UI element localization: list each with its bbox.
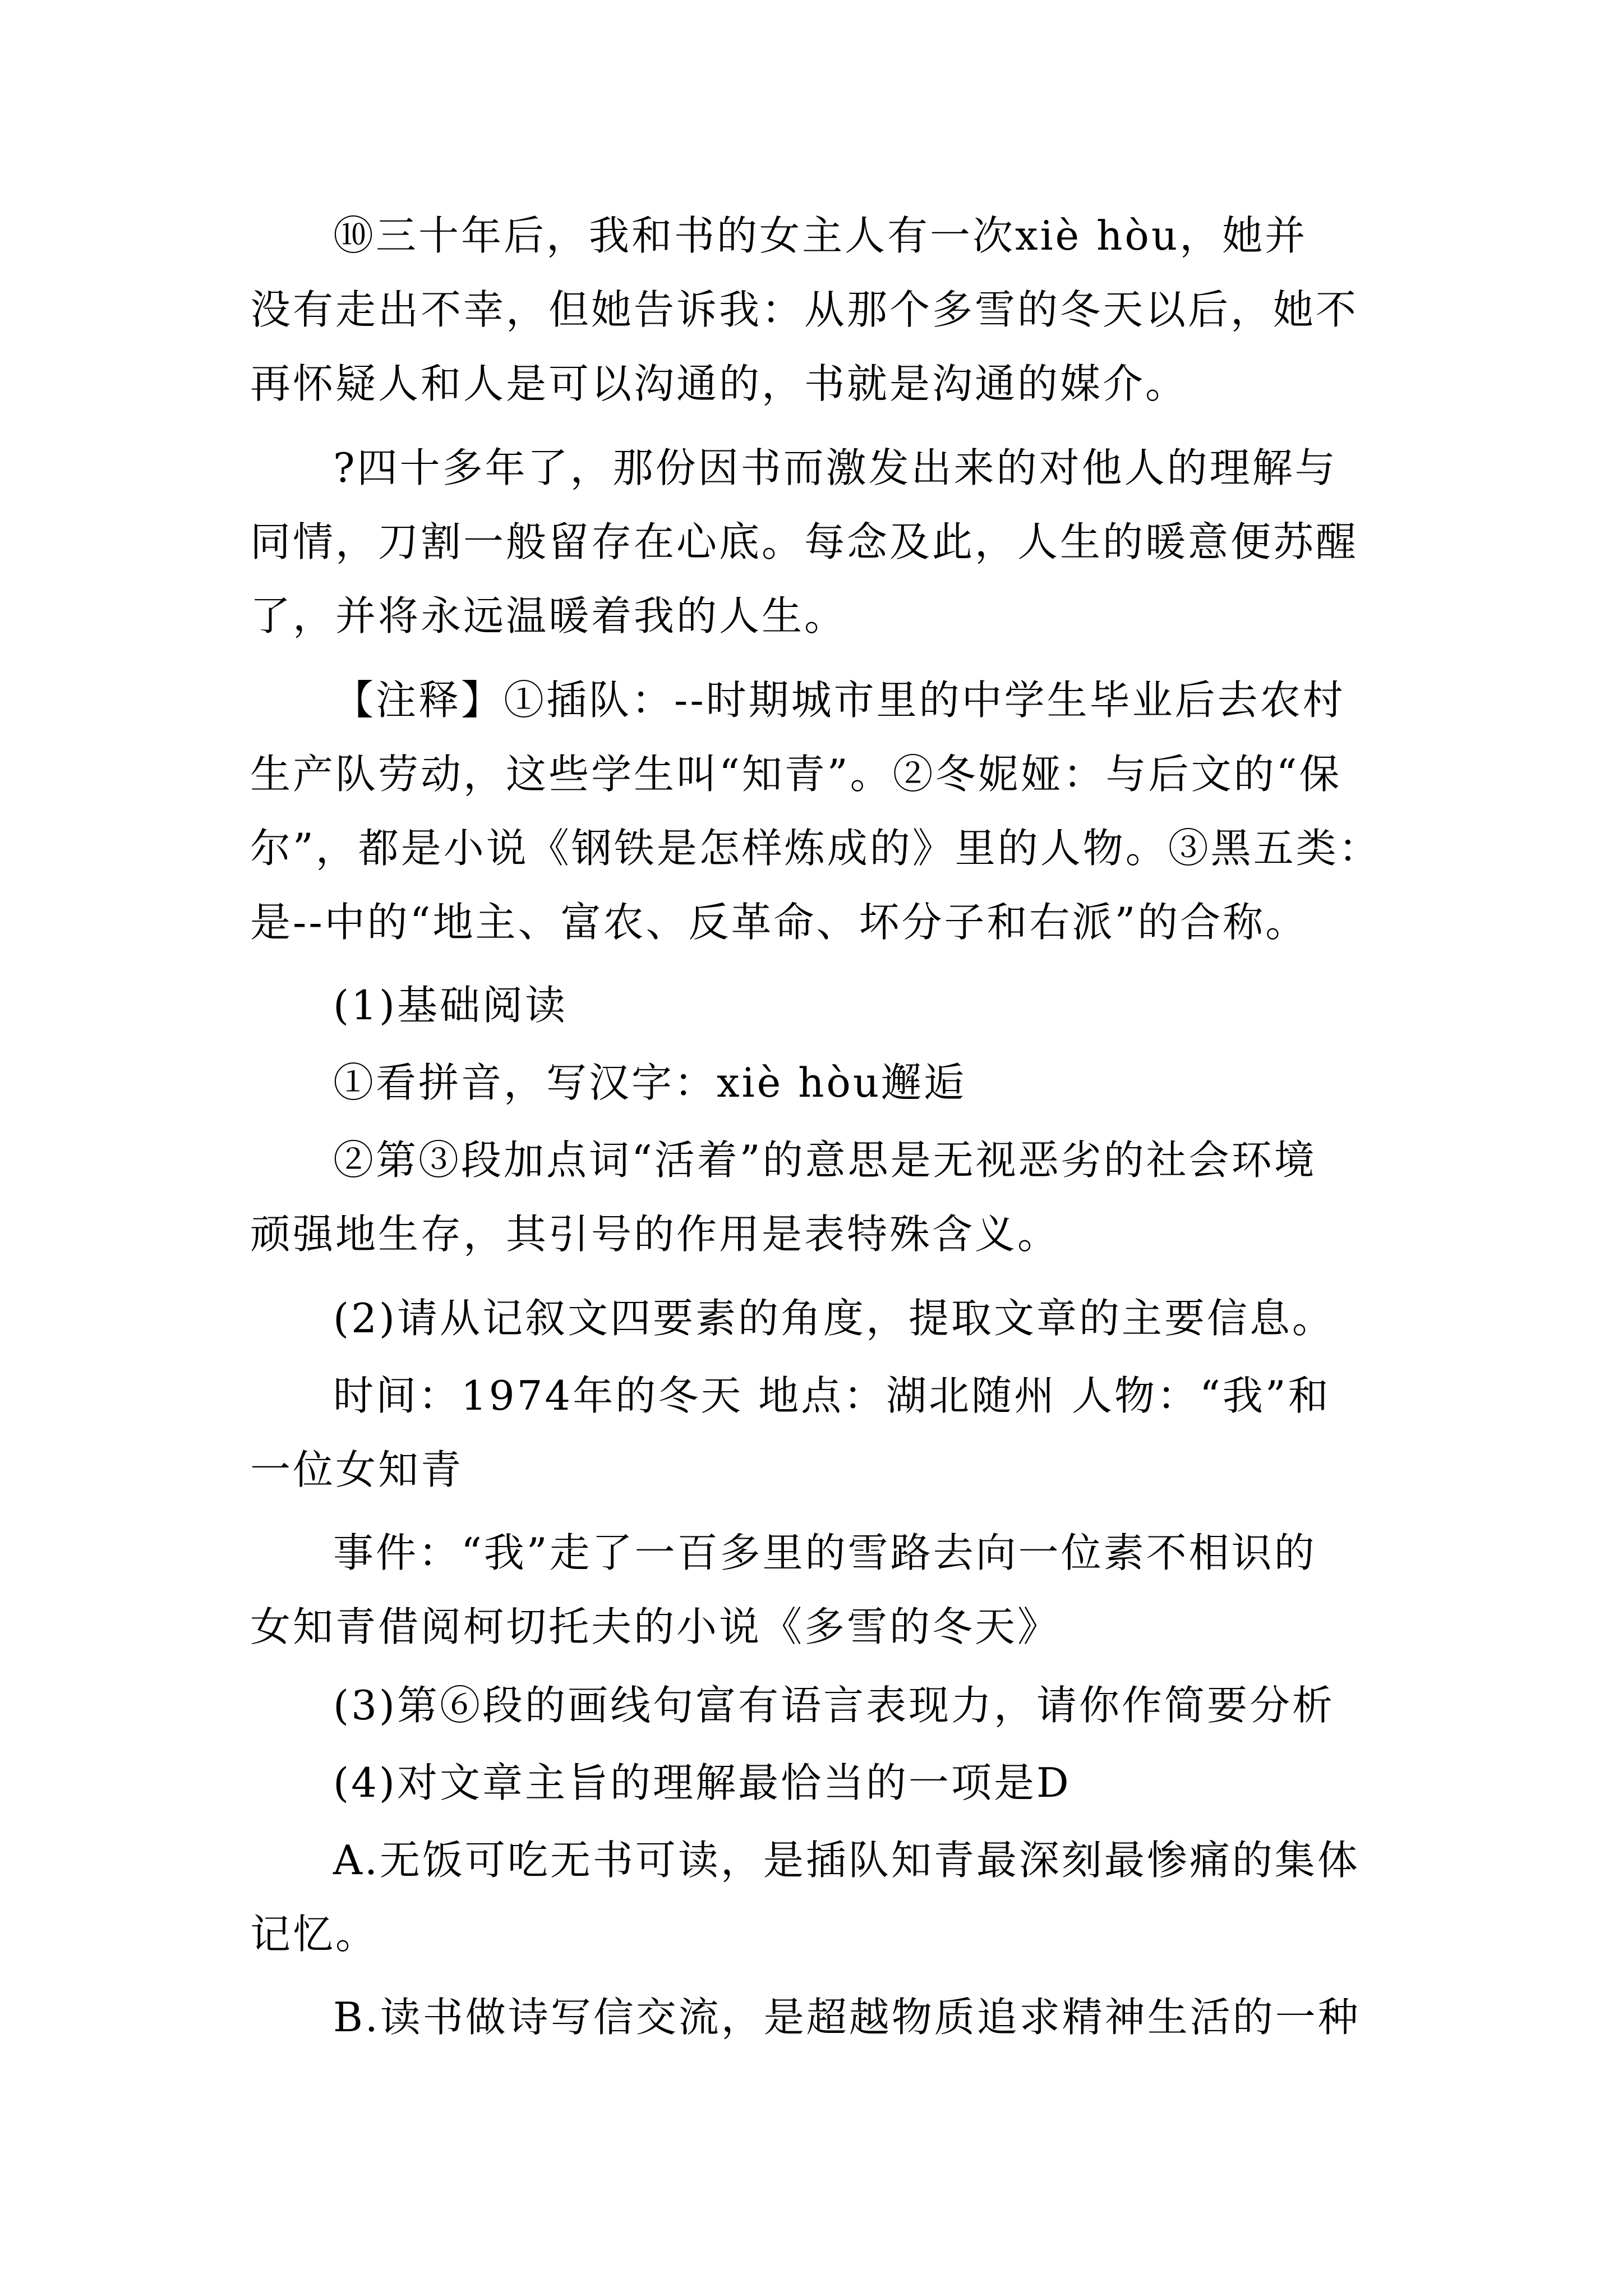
text-line: 一位女知青 (250, 1446, 464, 1493)
text-line: (3)第⑥段的画线句富有语言表现力，请你作简要分析 (333, 1682, 1335, 1729)
text-line: 再怀疑人和人是可以沟通的，书就是沟通的媒介。 (250, 360, 1188, 407)
text-line: ⑩三十年后，我和书的女主人有一次xiè hòu，她并 (333, 212, 1308, 259)
text-line: 尔”，都是小说《钢铁是怎样炼成的》里的人物。③黑五类： (250, 825, 1381, 872)
text-line: 没有走出不幸，但她告诉我：从那个多雪的冬天以后，她不 (250, 286, 1359, 333)
text-line: ?四十多年了，那份因书而激发出来的对他人的理解与 (333, 444, 1338, 491)
text-line: 是--中的“地主、富农、反革命、坏分子和右派”的合称。 (250, 899, 1308, 946)
text-line: 记忆。 (250, 1911, 379, 1958)
text-line: 事件：“我”走了一百多里的雪路去向一位素不相识的 (333, 1529, 1317, 1576)
text-line: 【注释】①插队：--时期城市里的中学生毕业后去农村 (333, 677, 1345, 724)
text-line: (2)请从记叙文四要素的角度，提取文章的主要信息。 (333, 1295, 1335, 1342)
text-line: 同情，刀割一般留存在心底。每念及此，人生的暖意便苏醒 (250, 518, 1359, 565)
text-line: 时间：1974年的冬天 地点：湖北随州 人物：“我”和 (333, 1372, 1331, 1419)
text-line: ②第③段加点词“活着”的意思是无视恶劣的社会环境 (333, 1137, 1317, 1184)
text-line: 顽强地生存，其引号的作用是表特殊含义。 (250, 1211, 1061, 1258)
text-line: B.读书做诗写信交流，是超越物质追求精神生活的一种 (333, 1994, 1361, 2041)
text-line: ①看拼音，写汉字：xiè hòu邂逅 (333, 1059, 967, 1106)
text-line: 女知青借阅柯切托夫的小说《多雪的冬天》 (250, 1603, 1061, 1650)
text-line: (4)对文章主旨的理解最恰当的一项是D (333, 1759, 1071, 1806)
text-line: (1)基础阅读 (333, 982, 568, 1029)
text-line: 生产队劳动，这些学生叫“知青”。②冬妮娅：与后文的“保 (250, 751, 1342, 798)
text-line: A.无饭可吃无书可读，是插队知青最深刻最惨痛的集体 (333, 1837, 1360, 1884)
text-line: 了，并将永远温暖着我的人生。 (250, 592, 847, 639)
